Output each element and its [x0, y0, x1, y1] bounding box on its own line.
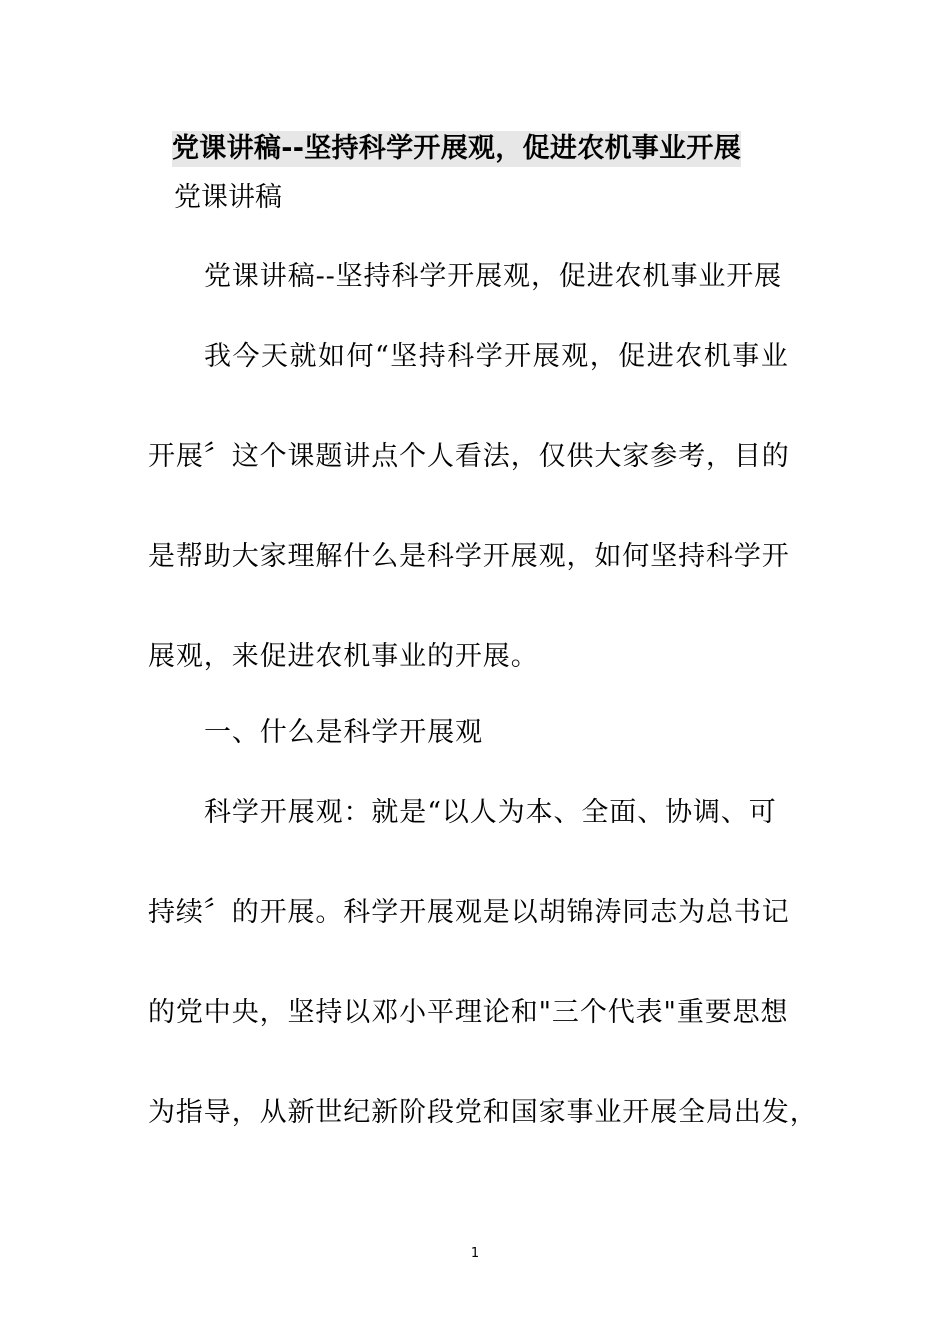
paragraph-line: 持续〞的开展。科学开展观是以胡锦涛同志为总书记	[148, 897, 790, 928]
page-number: 1	[470, 1246, 480, 1261]
paragraph-line: 展观，来促进农机事业的开展。	[148, 641, 539, 672]
paragraph-line: 开展〞这个课题讲点个人看法，仅供大家参考，目的	[148, 441, 790, 472]
paragraph-line: 的党中央，坚持以邓小平理论和"三个代表"重要思想	[148, 997, 789, 1028]
paragraph-line: 党课讲稿--坚持科学开展观，促进农机事业开展	[204, 261, 783, 292]
document-title: 党课讲稿--坚持科学开展观，促进农机事业开展	[172, 131, 741, 167]
document-subtitle: 党课讲稿	[174, 182, 282, 213]
section-heading: 一、什么是科学开展观	[204, 717, 483, 748]
paragraph-line: 为指导，从新世纪新阶段党和国家事业开展全局出发，	[148, 1097, 818, 1128]
paragraph-line: 是帮助大家理解什么是科学开展观，如何坚持科学开	[148, 541, 790, 572]
paragraph-line: 科学开展观：就是“以人为本、全面、协调、可	[204, 797, 777, 828]
paragraph-line: 我今天就如何“坚持科学开展观，促进农机事业	[204, 341, 790, 372]
